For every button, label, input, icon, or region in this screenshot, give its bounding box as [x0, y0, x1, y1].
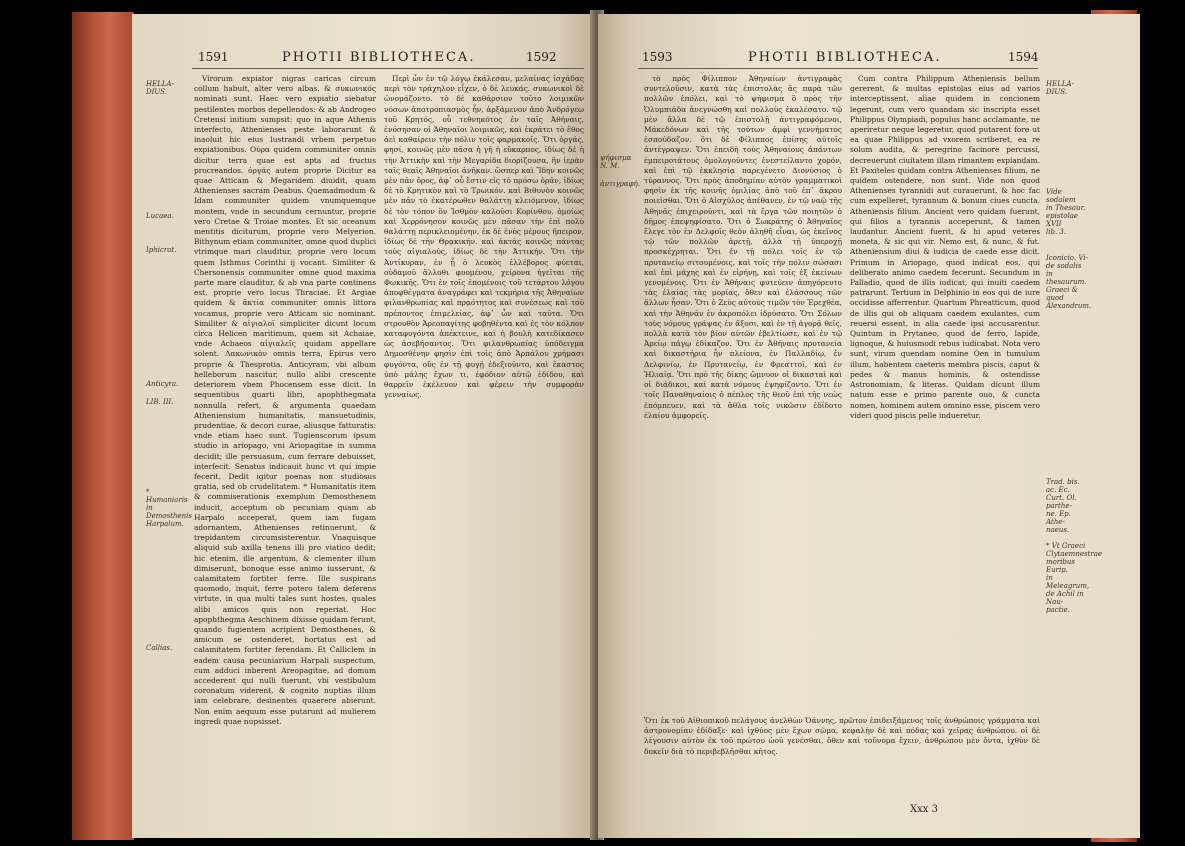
margin-note: Lucaea. [146, 212, 174, 220]
left-page-number-inner: 1592 [526, 50, 557, 64]
margin-note: HELLA- DIUS. [1046, 80, 1074, 96]
margin-note: Vide sodalem in Thesaur. epistolae XVII lib. 3. [1046, 188, 1086, 236]
left-running-head: PHOTII BIBLIOTHECA. [282, 50, 476, 65]
margin-note: ψήφισμα N. M. [600, 154, 632, 170]
right-bottom-greek [644, 716, 1040, 792]
margin-note: LIB. III. [146, 398, 174, 406]
margin-note: Trad. bis. ac. Ec. Curt. Ol. parthe- ne. Ep. Athe- naeus. [1046, 478, 1080, 534]
signature-mark: Xxx 3 [910, 804, 938, 815]
left-greek-column [384, 74, 584, 774]
right-page-number-outer: 1594 [1008, 50, 1039, 64]
greek-text: Περὶ ὧν ἐν τῷ λόγῳ ἐκάλεσαν, μελαίνας ἰσχάδας περὶ τὸν τράχηλον εἶχεν, ὁ δὲ λευκάς. συκωνικοὶ δὲ ὠνομάζοντο. τὸ δὲ καθάρσιον τοῦτο λοιμικῶν νόσων ἀποτροπιασμὸς ἦν, ἀρξάμενον ἀπὸ Ἀνδρόγεω τοῦ Κρητός, οὗ τεθνηκότος ἐν ταῖς Ἀθήναις, ἐνόσησαν οἱ Ἀθηναῖοι λοιμικῶς, καὶ ἐκράτει τὸ ἔθος ἀεὶ καθαίρειν τὴν πόλιν τοῖς φαρμακοῖς. Ὅτι ὀργάς, φησί, κοινῶς μὲν πᾶσα ἡ γῆ ἡ εὔκαρπος, ἰδίως δὲ ἡ τὴν Ἀττικὴν καὶ τὴν Μεγαρίδα διορίζουσα, ἣν ἱερὰν ταῖς θεαῖς Ἀθηναῖοι ἀνῆκαν. ὥσπερ καὶ Ἴδην κοινῶς μὲν πᾶν ὄρος, ἀφ᾿ οὗ ἔστιν εἰς τὸ πρόσω ὁρᾶν, ἰδίως δὲ τὸ Κρητικὸν καὶ τὸ Τρωικόν. καὶ Βιθυνὸν κοινῶς μὲν πᾶν τὸ ἑκατέρωθεν θαλάττῃ κλειόμενον, ἰδίως δὲ τὸν τόπον ὃν Ἰσθμὸν καλοῦσι Κορίνθου. ὁμοίως καὶ Χερρόνησον κοινῶς μὲν πᾶσαν τὴν ἐπὶ πολὺ θαλάττῃ περικλειομένην, ἐκ δὲ ἑνὸς μέρους ἤπειρον, ἰδίως δὲ τὴν Θρᾳκικήν. καὶ ἀκτὰς κοινῶς πάντας τοὺς αἰγιαλούς, ἰδίως δὲ τὴν Ἀττικήν. Ὅτι τὴν Ἀντίκυραν, ἐν ᾗ ὁ λευκὸς ἐλλέβορος φύεται, οὐδαμοῦ ἄλλοθι φυομένου, χείρονα ἡγεῖται τῆς Φωκικῆς. Ὅτι ἐν τοῖς ἑπομένοις τοῦ τετάρτου λόγου ἀποφθέγματα ἀναγράφει καὶ τεκμήρια τῆς Ἀθηναίων φιλανθρωπίας καὶ πρᾳότητος καὶ συνέσεως καὶ τοῦ πρέποντος ἐπιμελείας, ἀφ᾿ ὧν καὶ ταῦτα. Ὅτι στρουθὸν Ἀρεοπαγίτης φοβηθέντα καὶ ἐς τὸν κόλπον καταφυγόντα ἀπέκτεινε, καὶ ἡ βουλὴ κατεδίκασεν ὡς ἀσεβήσαντος. Ὅτι φιλανθρωπίας ὑπόδειγμα Δημοσθένην φησὶν ἐπὶ τοῖς ἀπὸ Ἁρπάλου χρήμασι φυγόντα, οὓς ἐν τῇ φυγῇ ἐδεξιοῦντο, καὶ ἕκαστος ὑπὸ μάλης ἔχων τι, ἐφόδιον αὐτῷ ἐδίδου, καὶ θαρρεῖν ἐκέλευον καὶ φέρειν τὴν συμφορὰν γενναίως. [384, 74, 584, 400]
margin-note: Iphicrat. [146, 246, 177, 254]
margin-note: Iconicio. Vi- de sodalis in thesaurum. Graeci & quod Alexandrum. [1046, 254, 1092, 310]
left-latin-column [194, 74, 376, 774]
latin-text: Cum contra Philippum Atheniensis bellum gererent, & multas epistolas eius ad varios interceptissent, aliae quidem in concionem legerunt, cum vero quandam sic inscripta esset Philippus Olympiadi, populus hanc acclamante, ne aperiretur neque legeretur, quod putarent fore ut ea quae Philippus ad vxorem scriberet, ea re solum audita, & peregrino facinore percussi, decreuerunt ciuitatem illam rimantem expiandam. Et Paxiteles quidam contra Athenienses filium, ne quidem ostendere, non sunt. Vide non quod Athenienses tyrannidi aut curauerunt, & hoc fac cum expelleret, tyrannum & bonum ciues cuncta. Atheniensis filium. Ancient vero quidam fuerunt, qui filios a tyrannis acceperunt, & tamen laudantur. Ancient fuerit, & hi apud veteres moneta, & sic qui vir. Nemo est, & nunc, & fut. Atheniensium diui & iudicia de caede esse dicit. Primum in Ariopago, quod indicat eos, qui deliberato animo caedem fecerunt. Secundum in Palladio, quod de illis iudicat, qui inuiti caedem patrarunt. Tertium in Delphinio in eos qui de iure occidisse afferrentur. Quartum Phreatticum, quod de illis qui ob aliquam caedem exulantes, cum reuersi essent, in alia caede ipsi accusarentur. Quintum in Prytaneo, quod de ferro, lapide, lignoque, & huiusmodi rebus iudicabat. Nota vero sunt, virum quendam nomine Oen in tumulum illum, habentem caeteris membra piscis, caput & pedes & manus hominis, & ostendisse Astronomiam, & literas. Quidam dicunt illum natum esse e primo parente ouo, & cuncta nomen, hominem autem omnino esse, piscem vero videri quod piscis pelle indueretur. [850, 74, 1040, 420]
margin-note: * Humaniaris in Demosthenis Harpalum. [146, 488, 193, 528]
right-latin-column [850, 74, 1040, 710]
left-head-rule [192, 68, 584, 69]
margin-note: Anticyra. [146, 380, 179, 388]
right-page-number-inner: 1593 [642, 50, 673, 64]
right-greek-column [644, 74, 842, 710]
page-edges-left [72, 12, 134, 840]
greek-text: τὸ πρὸς Φίλιππον Ἀθηναίων ἀντιγραφὰς συντελοῦσιν, κατὰ τὰς ἐπιστολὰς ἃς παρὰ τῶν πολλῶν ἐπόλει, καὶ τὸ ψήφισμα ὃ πρὸς τὴν Ὀλυμπιάδα ἀνεγνώσθη καὶ πολλοὺς ἐκαλέσατο. τῷ μὲν ἄλλα δὲ τῷ ἐπιστολῇ ἀντιγραφόμενοι, Μάκεδόνων καὶ τῆς τούτων ἀμφὶ γεννήματος ἐσπούδαζον. ὅτι δὲ Φίλιππος ἐπίσης αὐτοῖς ἀντέγραψεν. Ὅτι ἐπειδὴ τοὺς Ἀθηναίους ἀπάντων ἐμπειροτάτους ὁμολογοῦντες ἐνεστείλαντο χορόν, καὶ ἐπὶ τῷ ἐκκλησίᾳ παρεγένετο Διονύσιος ὁ τύραννος. Ὅτι πρὸς ἀποδημίαν αὐτὸν γραμματικοὶ φησὶν ἐκ τῆς κοινῆς ὁμιλίας ἀπὸ τοῦ ἐπ᾿ ἄκρου ποιεῖσθαι. Ὅτι ὁ Αἰσχύλος ἀπέθανεν, ἐν τῷ ναῷ τῆς Ἀθηνᾶς ἐπιχειροῦντι, καὶ τὰ ἔργα τῶν ποιητῶν ὁ δῆμος ἐπεψηφίσατο. Ὅτι ὁ Σωκράτης ὁ Ἀθηναῖος ἔλεγε τὸν ἐν Δελφοῖς θεὸν ἀληθῆ εἶναι, ὡς ἐκεῖνος τῷ τῶν πολλῶν ἀρετῇ, ἀλλὰ τῇ ὑπεροχῇ προσκέχρηται. Ὅτι ἐν τῇ πόλει τοῖς ἐν τῷ πρυτανείῳ σιτουμένοις, καὶ τοῖς τὴν πόλιν σώσασι καὶ ἐπὶ μάχης καὶ ἐν εἰρήνῃ, καὶ τοῖς ἐξ ἐκείνων γενομένοις. Ὅτι ἐν Ἀθήναις φυτεύειν ἀπηγόρευτο τὰς ἐλαίας τὰς μορίας, ὅθεν καὶ ἐλάσσους τῶν ἄλλων ἦσαν. Ὅτι ὁ Ζεὺς αὐτοὺς τιμῶν τὸν Ἐρεχθέα, καὶ τὴν Ἀθηνᾶν ἐν ἀκροπόλει ἱδρύσατο. Ὅτι Σόλων τοὺς νόμους γράψας ἐν ἄξοσι, καὶ ἐν τῇ ἀγορᾷ θεῖς, πολλὰ κατὰ τὸν βίον αὐτῶν ἐβελτίωσε, καὶ ἐν τῷ Ἀρείῳ πάγῳ ἐδίκαζον. Ὅτι ἐν Ἀθήναις πρυτανεία καὶ δικαστήρια ἦν πλείονα, ἐν Παλλαδίῳ, ἐν Δελφινίῳ, ἐν Πρυτανείῳ, ἐν Φρεαττοῖ, καὶ ἐν Ἡλιαίᾳ. Ὅτι πρὸ τῆς δίκης ὤμνυον οἱ δικασταὶ καὶ οἱ διάδικοι, καὶ κατὰ νόμους ἐψηφίζοντο. Ὅτι ἐν τοῖς Παναθηναίοις ὁ πέπλος τῆς θεοῦ ἐπὶ τῆς νεὼς ἐπόμπευεν, καὶ τὰ ἄθλα τοῖς νικῶσιν ἐδίδοτο ἐλαίου ἀμφορεῖς. [644, 74, 842, 420]
greek-text: Ὅτι ἐκ τοῦ Αἰθιοπικοῦ πελάγους ἀνελθὼν Ὀάννης, πρῶτον ἐπιδειξάμενος τοῖς ἀνθρώποις γράμματα καὶ ἀστρονομίαν ἐδίδαξε· καὶ ἰχθύος μὲν ἔχων σῶμα, κεφαλὴν δὲ καὶ πόδας καὶ χεῖρας ἀνθρώπου. οἱ δὲ λέγουσιν αὐτὸν ἐκ τοῦ πρώτου ὠοῦ γενέσθαι, ὅθεν καὶ τοὔνομα ἔχειν, ἀνθρώπου μὲν ὄντα, ἰχθὺν δὲ δοκεῖν διὰ τὸ περιβεβλῆσθαι κῆτος. [644, 716, 1040, 756]
left-page-number-outer: 1591 [198, 50, 229, 64]
right-page [598, 14, 1140, 838]
latin-text: Virorum expiator nigras caricas circum collum habuit, alter vero albas. & συκωνικός nominati sunt. Haec vero expiatio siebatur pestilentes morbos depellendos: & ab Androgeo Cretensi initium sumpsit: quo in aque Athenis interfecto, Athenienses peste laborarunt & inaoluit hic eius lustrandi vrbem perpetuo expiationibus. Ούρα quidem communiter omnis dicitur terra quae est apta ad fructus procreandos. ὀργάς autem proprie Dicitur ea quae Atticam & Megaridem diuidit, quam Athenienses sacram Deabus. Quemadmodum & Idam communiter quidem vnumquemque montem, vnde in secundum cernuntur, proprie vero Cretae & Troiae montes. Et sic oceanum mentitis diciturum, proprie vero Melyerion. Bithynum etiam communiter, omne quod duplici vtrimque mari clauditur, proprie vero locum quem Isthmus Corinthi ij vocant. Similiter & Chersonensis communiter omne quod maxima parte mare clauditur, & ab vna parte continens est, proprie vero locus Thraciae. Et Argiae quidem & ἄκτία communiter omnis littora vocamus, proprie vero Atticam sic nominant. Similiter & αἰγιαλοῖ simpliciter dicunt locum circa Helicen maritimum, quem sit Achaiae, vnde Achaeos αἰγιαλεῖς quidam appellare solent. Λακωνικὸν omnis terra, Epirus vero proprie & Thesprotia. Anticyram, vbi album helleborum nascitur, nullo alibi crescente deteriorem vbem Phocensem esse dicit. In sequentibus quarti libri, apophthegmata nonnulla refert, & argumenta quaedam Atheniensium humanitatis, mansuetudinis, prudentiae, & decori curae, aliusque fatturatis: vnde etiam haec sunt. Tugienscorum ipsum studio in ariopago, vni Ariopagitae in summa decidit; ille persuasum, cum ferrare debuisset, interfecit. Senatus indicauit hunc vt qui impie fecerit. Dedit igitur poenas non studiosus gratia, sed ob crudelitatem. * Humanitatis item & commiserationis exemplum Demosthenem inducit, acceptum ob pecuniam quam ab Harpalo acceperat, quem iam fugam adornantem, Athenienses retinuerunt, & trepidantem circumsisterentur. Vnaquisque aliquid sub axilla tenens illi pro viatico dedit; hic etenim, ille argentum, & clementer illum dimiserunt, bonoque esse animo iusserunt, & calamitatem fortiter ferre. Ille suspirans quomodo, inquit, ferre potero talem deferens virtute, in qua multi tales sunt hostes, quales alibi amicos quis non reperiat. Hoc apophthegma Aeschinem dixisse quidam ferunt, quando fugientem acripient Demosthenes, & amicum se ostenderet, hortatus est ad calamitatem fortiter ferendam. Et Calliclem in eadem causa pecuniarium Harpali suspectum, cum adduci inberent Areopagitae, ad domum accederent qui nulli fuerunt, vbi vestibulum coronatum viderent, & cognito nuptias illum iam celebrare, desinentes quaerere abierunt. Non enim aequum esse putarunt ad mulierem ingredi quae nupsisset. [194, 74, 376, 726]
margin-note: ἀντιγραφή. [600, 180, 640, 188]
right-head-rule [638, 68, 1038, 69]
right-running-head: PHOTII BIBLIOTHECA. [748, 50, 942, 65]
left-page [132, 14, 595, 838]
margin-note: HELLA- DIUS. [146, 80, 174, 96]
margin-note: Callias. [146, 644, 173, 652]
margin-note: * Vt Graeci Clytaemnestrae moribus Eurip. in Meleagrum, de Achil in Nau- pactie. [1046, 542, 1103, 614]
